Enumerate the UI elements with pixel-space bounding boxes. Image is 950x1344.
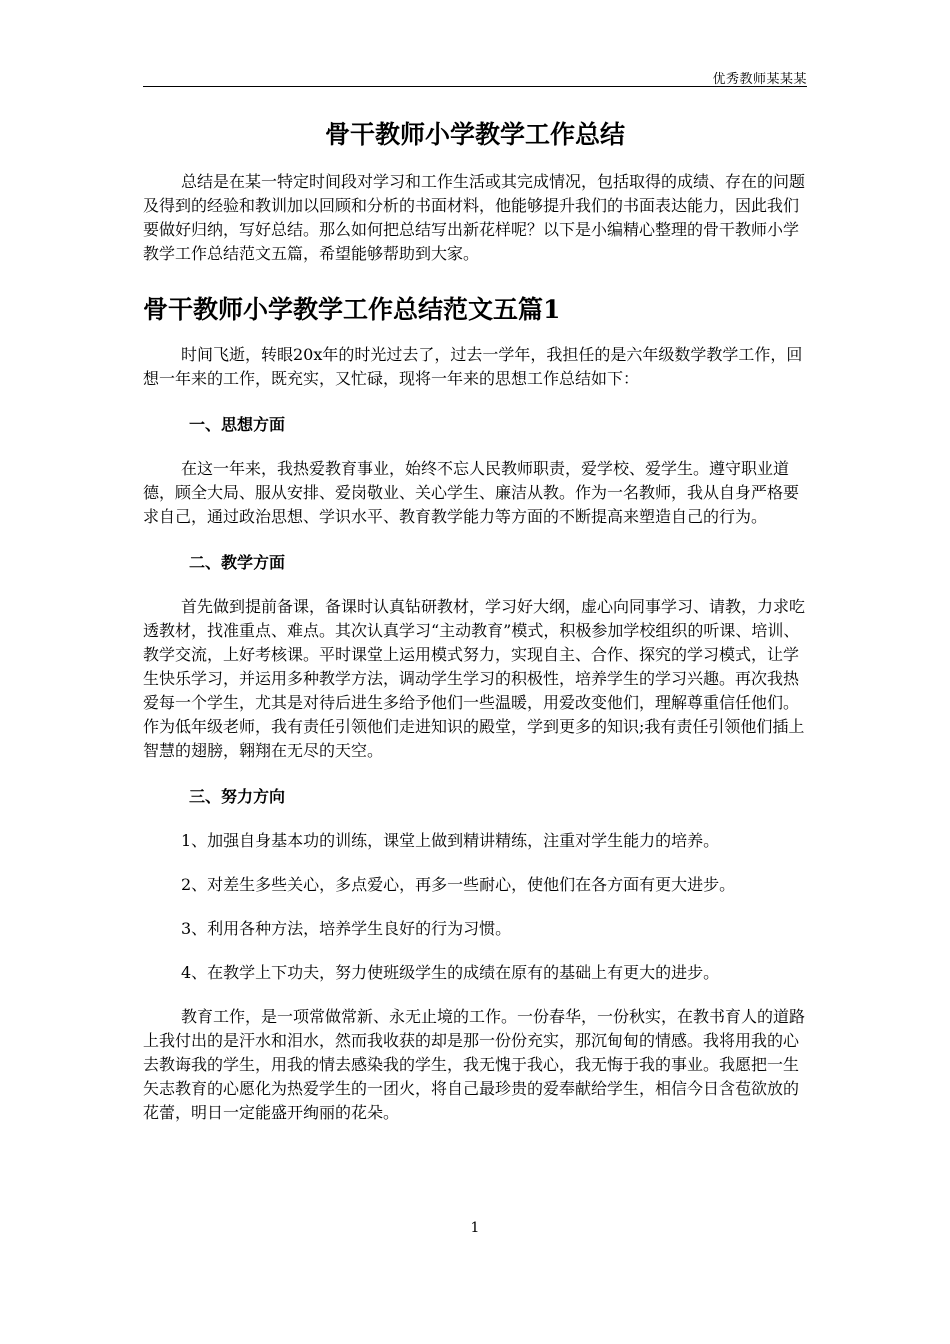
section-intro-paragraph: 时间飞逝，转眼20x年的时光过去了，过去一学年，我担任的是六年级数学教学工作，回想一年来的工作，既充实，又忙碌，现将一年来的思想工作总结如下： bbox=[143, 345, 803, 388]
section-title: 骨干教师小学教学工作总结范文五篇1 bbox=[143, 295, 561, 324]
document-body bbox=[143, 112, 807, 1125]
teaching-paragraph: 首先做到提前备课，备课时认真钻研教材，学习好大纲，虚心向同事学习、请教，力求吃透教材，找准重点、难点。其次认真学习“主动教育”模式，积极参加学校组织的听课、培训、教学交流，上好考核课。平时课堂上运用模式努力，实现自主、合作、探究的学习模式，让学生快乐学习，并运用多种教学方法，调动学生学习的积极性，培养学生的学习兴趣。再次我热爱每一个学生，尤其是对待后进生多给予他们一些温暖，用爱改变他们，理解尊重信任他们。作为低年级老师，我有责任引领他们走进知识的殿堂，学到更多的知识;我有责任引领他们插上智慧的翅膀，翱翔在无尽的天空。 bbox=[143, 597, 806, 760]
page-number: 1 bbox=[470, 1220, 480, 1236]
closing-paragraph: 教育工作，是一项常做常新、永无止境的工作。一份春华，一份秋实，在教书育人的道路上我付出的是汗水和泪水，然而我收获的却是那一份份充实，那沉甸甸的情感。我将用我的心去教诲我的学生，用我的情去感染我的学生，我无愧于我心，我无悔于我的事业。我愿把一生矢志教育的心愿化为热爱学生的一团火，将自己最珍贵的爱奉献给学生，相信今日含苞欲放的花蕾，明日一定能盛开绚丽的花朵。 bbox=[143, 1007, 806, 1122]
header-divider bbox=[143, 86, 807, 87]
goal-item: 4、在教学上下功夫，努力使班级学生的成绩在原有的基础上有更大的进步。 bbox=[181, 963, 720, 982]
page-header-text: 优秀教师某某某 bbox=[712, 72, 807, 87]
subheading-direction: 三、努力方向 bbox=[189, 787, 286, 806]
goal-item: 3、利用各种方法，培养学生良好的行为习惯。 bbox=[181, 919, 512, 938]
subheading-teaching: 二、教学方面 bbox=[189, 553, 286, 572]
goal-item: 1、加强自身基本功的训练，课堂上做到精讲精练，注重对学生能力的培养。 bbox=[181, 831, 720, 850]
thinking-paragraph: 在这一年来，我热爱教育事业，始终不忘人民教师职责，爱学校、爱学生。遵守职业道德，顾全大局、服从安排、爱岗敬业、关心学生、廉洁从教。作为一名教师，我从自身严格要求自己，通过政治思想、学识水平、教育教学能力等方面的不断提高来塑造自己的行为。 bbox=[143, 459, 800, 526]
intro-paragraph: 总结是在某一特定时间段对学习和工作生活或其完成情况，包括取得的成绩、存在的问题及得到的经验和教训加以回顾和分析的书面材料，他能够提升我们的书面表达能力，因此我们要做好归纳，写好总结。那么如何把总结写出新花样呢？以下是小编精心整理的骨干教师小学教学工作总结范文五篇，希望能够帮助到大家。 bbox=[143, 172, 806, 263]
document-title: 骨干教师小学教学工作总结 bbox=[324, 120, 625, 149]
goal-item: 2、对差生多些关心，多点爱心，再多一些耐心，使他们在各方面有更大进步。 bbox=[181, 875, 736, 894]
subheading-thinking: 一、思想方面 bbox=[189, 415, 286, 434]
